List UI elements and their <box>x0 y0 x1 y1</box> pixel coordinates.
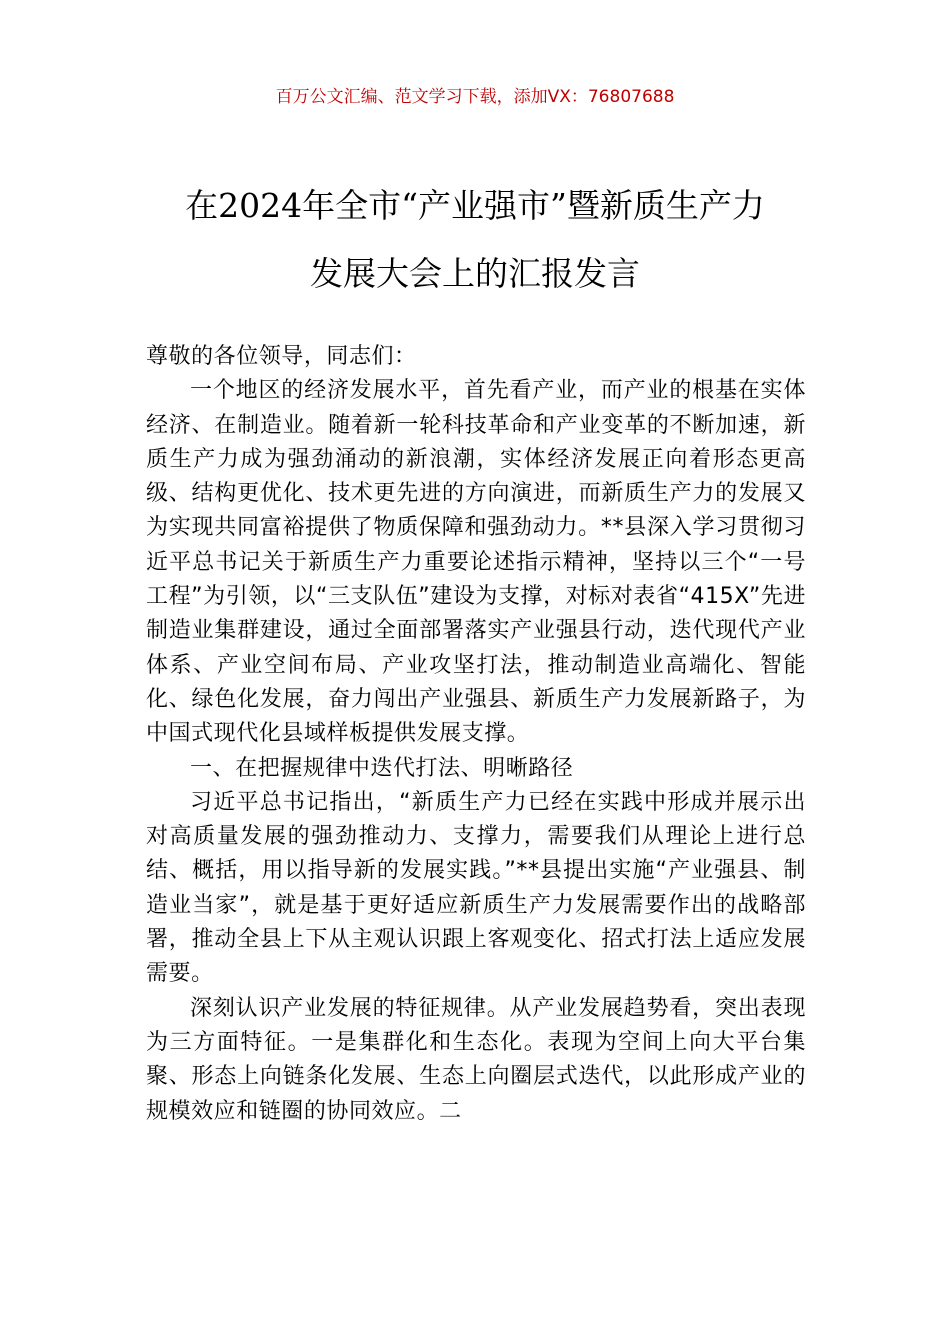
paragraph-intro: 一个地区的经济发展水平，首先看产业，而产业的根基在实体经济、在制造业。随着新一轮科技革命和产业变革的不断加速，新质生产力成为强劲涌动的新浪潮，实体经济发展正向着形态更高级、结构更优化、技术更先进的方向演进，而新质生产力的发展又为实现共同富裕提供了物质保障和强劲动力。**县深入学习贯彻习近平总书记关于新质生产力重要论述指示精神，坚持以三个“一号工程”为引领，以“三支队伍”建设为支撑，对标对表省“415X”先进制造业集群建设，通过全面部署落实产业强县行动，迭代现代产业体系、产业空间布局、产业攻坚打法，推动制造业高端化、智能化、绿色化发展，奋力闯出产业强县、新质生产力发展新路子，为中国式现代化县域样板提供发展支撑。 <box>146 378 806 747</box>
header-note: 百万公文汇编、范文学习下载，添加VX：76807688 <box>275 87 675 107</box>
title-line-1: 在2024年全市“产业强市”暨新质生产力 <box>185 186 765 225</box>
document-title <box>100 172 850 308</box>
salutation: 尊敬的各位领导，同志们： <box>146 344 417 369</box>
title-line-2: 发展大会上的汇报发言 <box>310 254 640 293</box>
paragraph-2: 习近平总书记指出，“新质生产力已经在实践中形成并展示出对高质量发展的强劲推动力、支撑力，需要我们从理论上进行总结、概括，用以指导新的发展实践。”**县提出实施“产业强县、制造业当家”，就是基于更好适应新质生产力发展需要作出的战略部署，推动全县上下从主观认识跟上客观变化、招式打法上适应发展需要。 <box>146 789 806 987</box>
section-heading-1: 一、在把握规律中迭代打法、明晰路径 <box>190 755 574 781</box>
paragraph-3: 深刻认识产业发展的特征规律。从产业发展趋势看，突出表现为三方面特征。一是集群化和生态化。表现为空间上向大平台集聚、形态上向链条化发展、生态上向圈层式迭代，以此形成产业的规模效应和链圈的协同效应。二 <box>146 995 806 1124</box>
document-body <box>146 340 806 1129</box>
